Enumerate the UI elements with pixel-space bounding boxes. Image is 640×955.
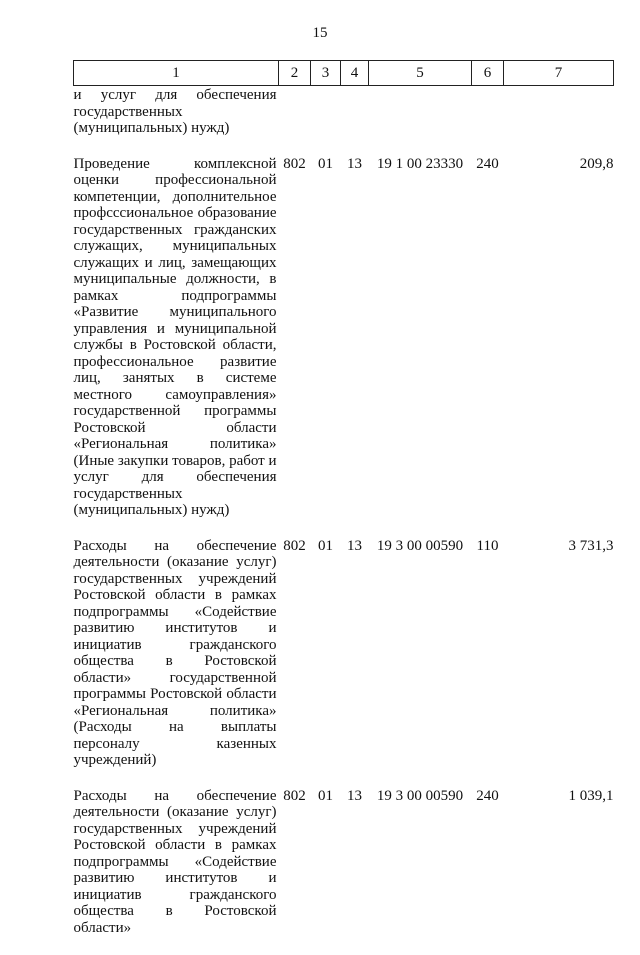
amount-value: 1 039,1 (504, 788, 614, 955)
subsection-code: 13 (341, 538, 369, 788)
table-row (74, 538, 614, 788)
table-header-row (74, 61, 614, 86)
empty-cell (504, 86, 614, 156)
amount-value: 3 731,3 (504, 538, 614, 788)
ministry-code: 802 (279, 538, 311, 788)
ministry-code: 802 (279, 788, 311, 955)
page-number: 15 (0, 24, 640, 42)
empty-cell (472, 86, 504, 156)
row-description: Проведение комплексной оценки профессиональной компетенции, дополнительное профсссиональное образование государственных гражданских служащих, муниципальных служащих и лиц, замещающих муниципальные должности, в рамках подпрограммы «Развитие муниципального управления и муниципальной службы в Ростовской области, профессиональное развитие лиц, занятых в системе местного самоуправления» государственной программы Ростовской области «Региональная политика» (Иные закупки товаров, работ и услуг для обеспечения государственных (муниципальных) нужд) (74, 156, 279, 538)
target-article-code: 19 1 00 23330 (369, 156, 472, 538)
budget-table (73, 60, 614, 955)
target-article-code: 19 3 00 00590 (369, 538, 472, 788)
section-code: 01 (311, 156, 341, 538)
column-header-4: 4 (341, 61, 369, 86)
table-row (74, 788, 614, 955)
expense-type-code: 110 (472, 538, 504, 788)
row-description: Расходы на обеспечение деятельности (оказание услуг) государственных учреждений Ростовской области в рамках подпрограммы «Содействие развитию институтов и инициатив гражданского общества в Ростовской области» государственной программы Ростовской области «Региональная политика» (Расходы на выплаты персоналу казенных учреждений) (74, 538, 279, 788)
empty-cell (311, 86, 341, 156)
expense-type-code: 240 (472, 156, 504, 538)
empty-cell (279, 86, 311, 156)
section-code: 01 (311, 538, 341, 788)
subsection-code: 13 (341, 788, 369, 955)
target-article-code: 19 3 00 00590 (369, 788, 472, 955)
empty-cell (341, 86, 369, 156)
empty-cell (369, 86, 472, 156)
expense-type-code: 240 (472, 788, 504, 955)
amount-value: 209,8 (504, 156, 614, 538)
continuation-description: и услуг для обеспечения государственных (муниципальных) нужд) (74, 86, 279, 156)
column-header-7: 7 (504, 61, 614, 86)
section-code: 01 (311, 788, 341, 955)
column-header-1: 1 (74, 61, 279, 86)
continuation-row (74, 86, 614, 156)
subsection-code: 13 (341, 156, 369, 538)
ministry-code: 802 (279, 156, 311, 538)
column-header-2: 2 (279, 61, 311, 86)
row-description: Расходы на обеспечение деятельности (оказание услуг) государственных учреждений Ростовской области в рамках подпрограммы «Содействие развитию институтов и инициатив гражданского общества в Ростовской области» (74, 788, 279, 955)
column-header-5: 5 (369, 61, 472, 86)
column-header-6: 6 (472, 61, 504, 86)
column-header-3: 3 (311, 61, 341, 86)
table-row (74, 156, 614, 538)
